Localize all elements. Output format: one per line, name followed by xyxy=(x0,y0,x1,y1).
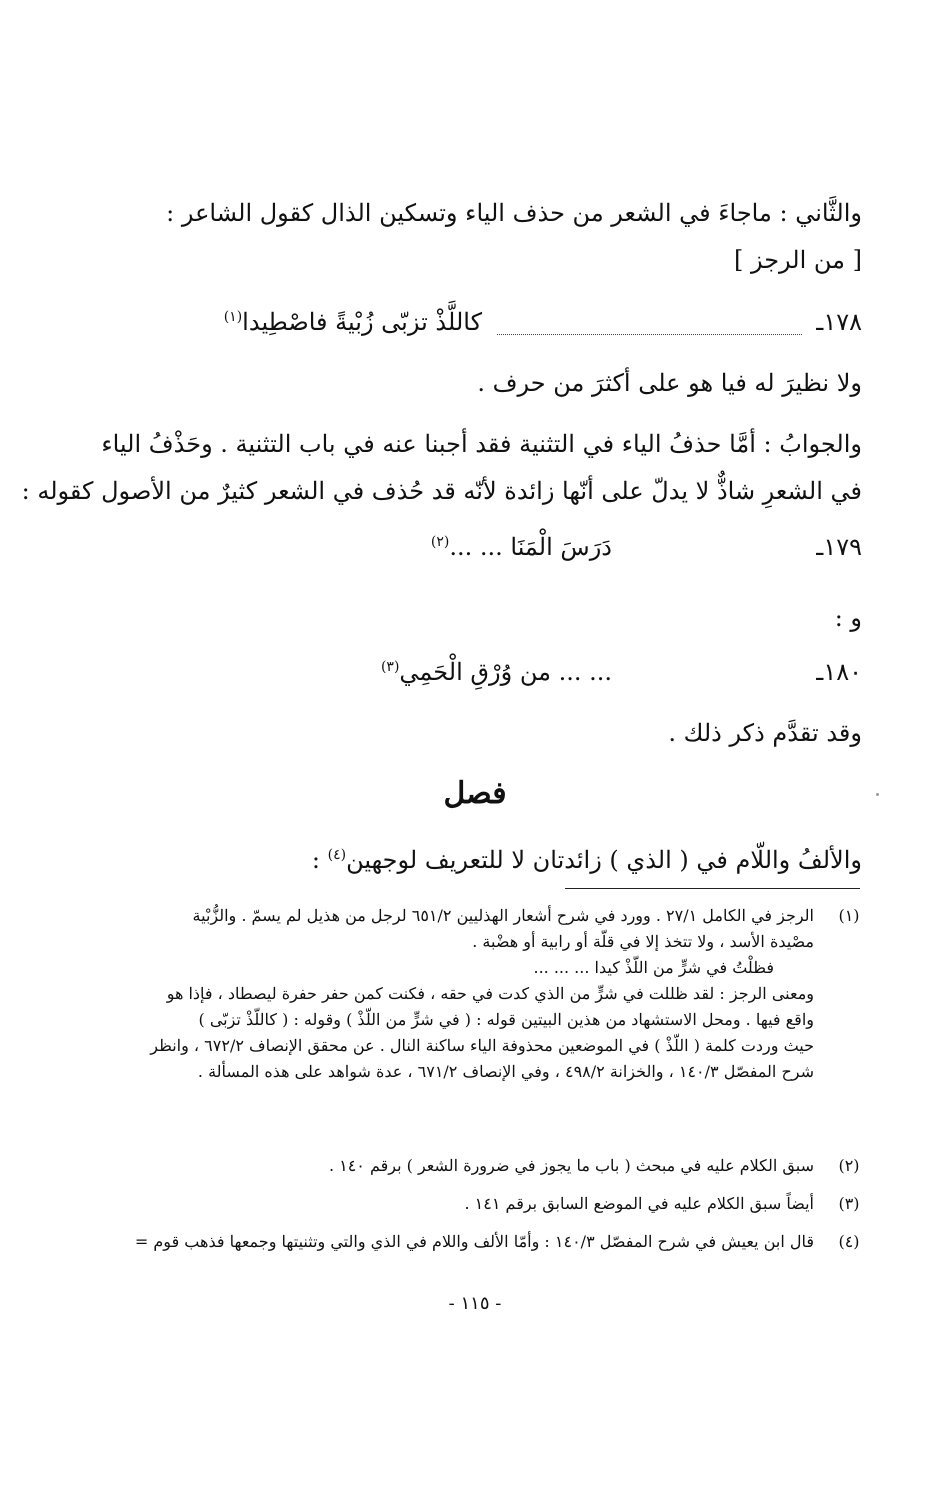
verse-text: ... ... من وُرْقِ الْحَمِي$^{(٣)}$ xyxy=(380,658,612,686)
paragraph-2: ولا نظيرَ له فيا هو على أكثرَ من حرف . xyxy=(477,369,862,397)
conjunction: و : xyxy=(834,604,862,632)
footnote-number: (٢) xyxy=(838,1156,860,1175)
verse-number: ١٧٩ـ xyxy=(816,533,862,561)
footnote-number: (٤) xyxy=(838,1232,860,1251)
section-heading: فصل xyxy=(443,776,507,811)
meter-label: [ من الرجز ] xyxy=(733,246,862,274)
footnote-separator xyxy=(565,888,860,889)
footnote-number: (١) xyxy=(838,906,860,925)
footnote-text: سبق الكلام عليه في مبحث ( باب ما يجوز في ضرورة الشعر ) برقم ١٤٠ . xyxy=(328,1156,814,1175)
footnote-1 xyxy=(85,903,862,1153)
footnote-text: الرجز في الكامل ٢٧/١ . وورد في شرح أشعار الهذليين ٦٥١/٢ لرجل من هذيل لم يسمّ . والزُّبْية مصْيدة الأسد ، ولا تتخذ إلا في قلّة أو رابية أو هضْبة . فظلْتُ في شرٍّ من اللّذْ كيدا ... ... ... ومعنى الرجز : لقد ظللت في شرٍّ من الذي كدت في حقه ، فكنت كمن حفر حفرة ليصطاد ، فإذا هو واقع فيها . ومحل الاستشهاد من هذين البيتين قوله : ( في شرٍّ من اللّذْ ) وقوله : ( كاللّذْ تزبّى ) حيث وردت كلمة ( اللّذْ ) في الموضعين محذوفة الياء ساكنة النال . عن محقق الإنصاف ٦٧٢/٢ ، وانظر شرح المفصّل ١٤٠/٣ ، والخزانة ٤٩٨/٢ ، وفي الإنصاف ٦٧١/٢ ، عدة شواهد على هذه المسألة . xyxy=(150,906,814,1081)
verse-180 xyxy=(88,658,862,698)
footnote-ref: (٢) xyxy=(430,534,450,550)
page-number: - ١١٥ - xyxy=(448,1293,502,1314)
paragraph-4: وقد تقدَّم ذكر ذلك . xyxy=(668,719,862,747)
verse-number: ١٧٨ـ xyxy=(816,308,862,336)
footnote-ref: (١) xyxy=(223,309,243,325)
footnote-4 xyxy=(85,1229,862,1259)
footnote-text: قال ابن يعيش في شرح المفصّل ١٤٠/٣ : وأمّا الألف واللام في الذي والتي وتثنيتها وجمعها فذهب قوم = xyxy=(134,1232,814,1251)
paragraph-1-line-1: والثَّاني : ماجاءَ في الشعر من حذف الياء وتسكين الذال كقول الشاعر : xyxy=(166,199,862,227)
scan-speck xyxy=(876,793,879,796)
footnote-2 xyxy=(85,1153,862,1183)
verse-number: ١٨٠ـ xyxy=(816,658,862,686)
footnote-ref: (٤) xyxy=(327,847,347,863)
verse-text: دَرَسَ الْمَنَا ... ...$^{(٢)}$ xyxy=(430,533,612,561)
verse-179 xyxy=(88,533,862,573)
verse-text: كاللَّذْ تزبّى زُبْيةً فاصْطِيدا$^{(١)}$ xyxy=(223,308,482,336)
footnote-3 xyxy=(85,1191,862,1221)
verse-178 xyxy=(88,308,862,348)
footnote-ref: (٣) xyxy=(380,659,400,675)
verse-dotted-line xyxy=(497,334,802,335)
paragraph-3-line-1: والجوابُ : أمَّا حذفُ الياء في التثنية فقد أجبنا عنه في باب التثنية . وحَذْفُ الياء xyxy=(101,430,862,458)
footnote-number: (٣) xyxy=(838,1194,860,1213)
paragraph-3-line-2: في الشعرِ شاذٌّ لا يدلّ على أنّها زائدة لأنّه قد حُذف في الشعر كثيرٌ من الأصول كقوله : xyxy=(21,477,862,505)
footnote-text: أيضاً سبق الكلام عليه في الموضع السابق برقم ١٤١ . xyxy=(464,1194,814,1213)
paragraph-5: والألفُ واللّام في ( الذي ) زائدتان لا للتعريف لوجهين$^{(٤)}$ : xyxy=(311,846,862,874)
